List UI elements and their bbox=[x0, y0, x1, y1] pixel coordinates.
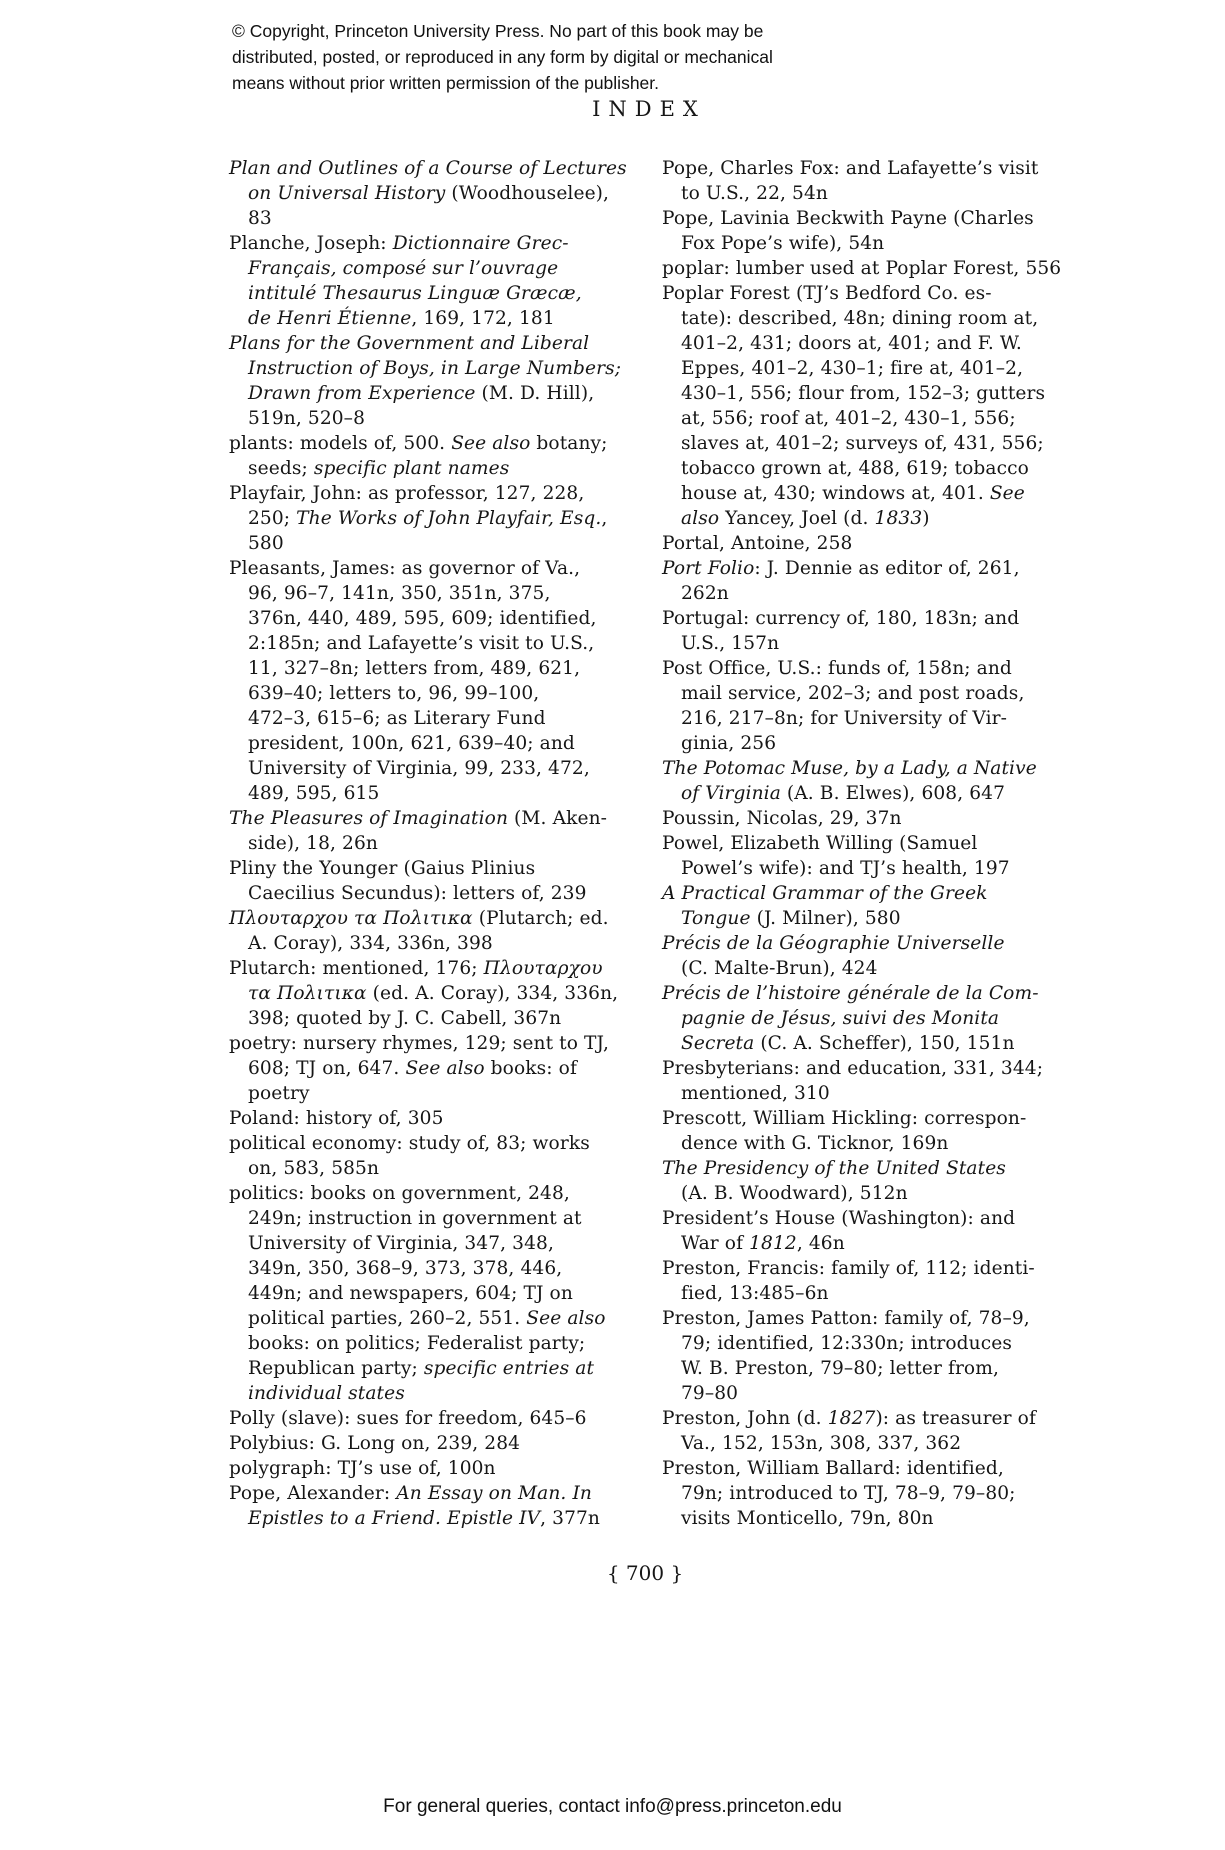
index-line: individual states bbox=[248, 1383, 405, 1404]
index-line: Πλουταρχου τα Πολιτικα (Plutarch; ed. bbox=[229, 908, 609, 929]
index-line: plants: models of, 500. See also botany; bbox=[229, 433, 608, 454]
index-line: Plans for the Government and Liberal bbox=[229, 333, 590, 354]
index-line: University of Virginia, 347, 348, bbox=[248, 1233, 554, 1254]
index-line: Précis de l’histoire générale de la Com- bbox=[662, 983, 1039, 1004]
index-line: 216, 217–8n; for University of Vir- bbox=[681, 708, 1008, 729]
index-line: Instruction of Boys, in Large Numbers; bbox=[248, 358, 622, 379]
index-line: Caecilius Secundus): letters of, 239 bbox=[248, 883, 587, 904]
index-line: de Henri Étienne, 169, 172, 181 bbox=[248, 308, 555, 329]
index-line: Powel’s wife): and TJ’s health, 197 bbox=[681, 858, 1010, 879]
index-line: 79–80 bbox=[681, 1383, 739, 1404]
index-line: poplar: lumber used at Poplar Forest, 556 bbox=[662, 258, 1062, 279]
index-line: Preston, William Ballard: identified, bbox=[662, 1458, 1004, 1479]
index-line: 79n; introduced to TJ, 78–9, 79–80; bbox=[681, 1483, 1016, 1504]
index-line: 249n; instruction in government at bbox=[248, 1208, 582, 1229]
index-line: of Virginia (A. B. Elwes), 608, 647 bbox=[681, 783, 1006, 804]
index-line: Poplar Forest (TJ’s Bedford Co. es- bbox=[662, 283, 992, 304]
index-line: house at, 430; windows at, 401. See bbox=[681, 483, 1025, 504]
index-line: books: on politics; Federalist party; bbox=[248, 1333, 586, 1354]
footer-contact: For general queries, contact info@press.princeton.edu bbox=[383, 1796, 842, 1817]
index-line: Tongue (J. Milner), 580 bbox=[681, 908, 901, 929]
index-line: 580 bbox=[248, 533, 284, 554]
index-line: to U.S., 22, 54n bbox=[681, 183, 828, 204]
index-line: The Potomac Muse, by a Lady, a Native bbox=[662, 758, 1037, 779]
index-line: Poussin, Nicolas, 29, 37n bbox=[662, 808, 902, 829]
index-line: W. B. Preston, 79–80; letter from, bbox=[681, 1358, 999, 1379]
index-line: political economy: study of, 83; works bbox=[229, 1133, 590, 1154]
index-line: Port Folio: J. Dennie as editor of, 261, bbox=[662, 558, 1020, 579]
index-line: τα Πολιτικα (ed. A. Coray), 334, 336n, bbox=[248, 983, 619, 1004]
index-line: fied, 13:485–6n bbox=[681, 1283, 829, 1304]
index-line: pagnie de Jésus, suivi des Monita bbox=[681, 1008, 1000, 1029]
index-line: 250; The Works of John Playfair, Esq., bbox=[248, 508, 608, 529]
index-line: seeds; specific plant names bbox=[248, 458, 510, 479]
index-line: 472–3, 615–6; as Literary Fund bbox=[248, 708, 546, 729]
index-line: 262n bbox=[681, 583, 729, 604]
index-line: 79; identified, 12:330n; introduces bbox=[681, 1333, 1013, 1354]
index-line: dence with G. Ticknor, 169n bbox=[681, 1133, 949, 1154]
index-line: 519n, 520–8 bbox=[248, 408, 366, 429]
index-line: Pope, Charles Fox: and Lafayette’s visit bbox=[662, 158, 1039, 179]
index-line: Fox Pope’s wife), 54n bbox=[681, 233, 885, 254]
copyright-line: distributed, posted, or reproduced in any form by digital or mechanical bbox=[232, 47, 773, 67]
index-line: Presbyterians: and education, 331, 344; bbox=[662, 1058, 1044, 1079]
index-column-right bbox=[662, 156, 1072, 1531]
index-line: 489, 595, 615 bbox=[248, 783, 380, 804]
index-line: mentioned, 310 bbox=[681, 1083, 830, 1104]
index-line: Pope, Alexander: An Essay on Man. In bbox=[229, 1483, 592, 1504]
index-line: A. Coray), 334, 336n, 398 bbox=[248, 933, 493, 954]
index-line: political parties, 260–2, 551. See also bbox=[248, 1308, 606, 1329]
index-line: ginia, 256 bbox=[681, 733, 777, 754]
index-line: Preston, James Patton: family of, 78–9, bbox=[662, 1308, 1030, 1329]
index-line: War of 1812, 46n bbox=[681, 1233, 845, 1254]
index-line: Drawn from Experience (M. D. Hill), bbox=[248, 383, 595, 404]
index-line: Pliny the Younger (Gaius Plinius bbox=[229, 858, 536, 879]
page-title: INDEX bbox=[592, 97, 706, 121]
index-line: 11, 327–8n; letters from, 489, 621, bbox=[248, 658, 581, 679]
index-line: on Universal History (Woodhouselee), bbox=[248, 183, 610, 204]
index-line: Preston, John (d. 1827): as treasurer of bbox=[662, 1408, 1036, 1429]
index-line: A Practical Grammar of the Greek bbox=[662, 883, 988, 904]
index-line: Planche, Joseph: Dictionnaire Grec- bbox=[229, 233, 569, 254]
index-line: The Pleasures of Imagination (M. Aken- bbox=[229, 808, 608, 829]
index-line: visits Monticello, 79n, 80n bbox=[681, 1508, 934, 1529]
index-line: 449n; and newspapers, 604; TJ on bbox=[248, 1283, 573, 1304]
index-line: Eppes, 401–2, 430–1; fire at, 401–2, bbox=[681, 358, 1024, 379]
page-number: { 700 } bbox=[606, 1561, 684, 1585]
index-line: Poland: history of, 305 bbox=[229, 1108, 444, 1129]
index-line: at, 556; roof at, 401–2, 430–1, 556; bbox=[681, 408, 1016, 429]
index-line: slaves at, 401–2; surveys of, 431, 556; bbox=[681, 433, 1044, 454]
index-line: (C. Malte-Brun), 424 bbox=[681, 958, 878, 979]
index-line: Pope, Lavinia Beckwith Payne (Charles bbox=[662, 208, 1034, 229]
index-line: 83 bbox=[248, 208, 272, 229]
index-line: Powel, Elizabeth Willing (Samuel bbox=[662, 833, 978, 854]
copyright-notice bbox=[232, 18, 773, 96]
index-line: Portugal: currency of, 180, 183n; and bbox=[662, 608, 1020, 629]
index-line: Polly (slave): sues for freedom, 645–6 bbox=[229, 1408, 587, 1429]
index-line: tate): described, 48n; dining room at, bbox=[681, 308, 1039, 329]
index-line: politics: books on government, 248, bbox=[229, 1183, 570, 1204]
index-line: Epistles to a Friend. Epistle IV, 377n bbox=[248, 1508, 601, 1529]
index-line: 349n, 350, 368–9, 373, 378, 446, bbox=[248, 1258, 563, 1279]
index-line: Preston, Francis: family of, 112; identi- bbox=[662, 1258, 1035, 1279]
copyright-line: means without prior written permission of the publisher. bbox=[232, 73, 660, 93]
index-line: Polybius: G. Long on, 239, 284 bbox=[229, 1433, 521, 1454]
index-line: Portal, Antoine, 258 bbox=[662, 533, 853, 554]
index-line: 96, 96–7, 141n, 350, 351n, 375, bbox=[248, 583, 551, 604]
index-line: side), 18, 26n bbox=[248, 833, 378, 854]
index-line: poetry bbox=[248, 1083, 310, 1104]
index-line: 398; quoted by J. C. Cabell, 367n bbox=[248, 1008, 562, 1029]
index-line: Plan and Outlines of a Course of Lectures bbox=[229, 158, 627, 179]
index-line: Plutarch: mentioned, 176; Πλουταρχου bbox=[229, 958, 603, 979]
index-line: 376n, 440, 489, 595, 609; identified, bbox=[248, 608, 597, 629]
index-line: Français, composé sur l’ouvrage bbox=[248, 258, 559, 279]
index-line: Playfair, John: as professor, 127, 228, bbox=[229, 483, 585, 504]
index-line: tobacco grown at, 488, 619; tobacco bbox=[681, 458, 1029, 479]
index-line: president, 100n, 621, 639–40; and bbox=[248, 733, 575, 754]
index-line: 401–2, 431; doors at, 401; and F. W. bbox=[681, 333, 1022, 354]
index-line: Republican party; specific entries at bbox=[248, 1358, 595, 1379]
index-line: on, 583, 585n bbox=[248, 1158, 380, 1179]
index-line: The Presidency of the United States bbox=[662, 1158, 1006, 1179]
index-line: polygraph: TJ’s use of, 100n bbox=[229, 1458, 496, 1479]
index-line: Va., 152, 153n, 308, 337, 362 bbox=[681, 1433, 962, 1454]
index-line: Prescott, William Hickling: correspon- bbox=[662, 1108, 1027, 1129]
index-column-left bbox=[229, 156, 639, 1531]
index-line: 430–1, 556; flour from, 152–3; gutters bbox=[681, 383, 1046, 404]
index-line: Précis de la Géographie Universelle bbox=[662, 933, 1005, 954]
index-line: intitulé Thesaurus Linguæ Græcæ, bbox=[248, 283, 582, 304]
index-line: Pleasants, James: as governor of Va., bbox=[229, 558, 581, 579]
index-line: also Yancey, Joel (d. 1833) bbox=[681, 508, 930, 529]
index-line: U.S., 157n bbox=[681, 633, 780, 654]
index-line: Post Office, U.S.: funds of, 158n; and bbox=[662, 658, 1012, 679]
index-line: President’s House (Washington): and bbox=[662, 1208, 1016, 1229]
index-line: (A. B. Woodward), 512n bbox=[681, 1183, 908, 1204]
index-line: University of Virginia, 99, 233, 472, bbox=[248, 758, 590, 779]
index-line: 2:185n; and Lafayette’s visit to U.S., bbox=[248, 633, 595, 654]
index-line: Secreta (C. A. Scheffer), 150, 151n bbox=[681, 1033, 1015, 1054]
index-line: 608; TJ on, 647. See also books: of bbox=[248, 1058, 577, 1079]
index-line: poetry: nursery rhymes, 129; sent to TJ, bbox=[229, 1033, 610, 1054]
index-line: 639–40; letters to, 96, 99–100, bbox=[248, 683, 540, 704]
index-line: mail service, 202–3; and post roads, bbox=[681, 683, 1025, 704]
copyright-line: © Copyright, Princeton University Press. No part of this book may be bbox=[232, 21, 764, 41]
